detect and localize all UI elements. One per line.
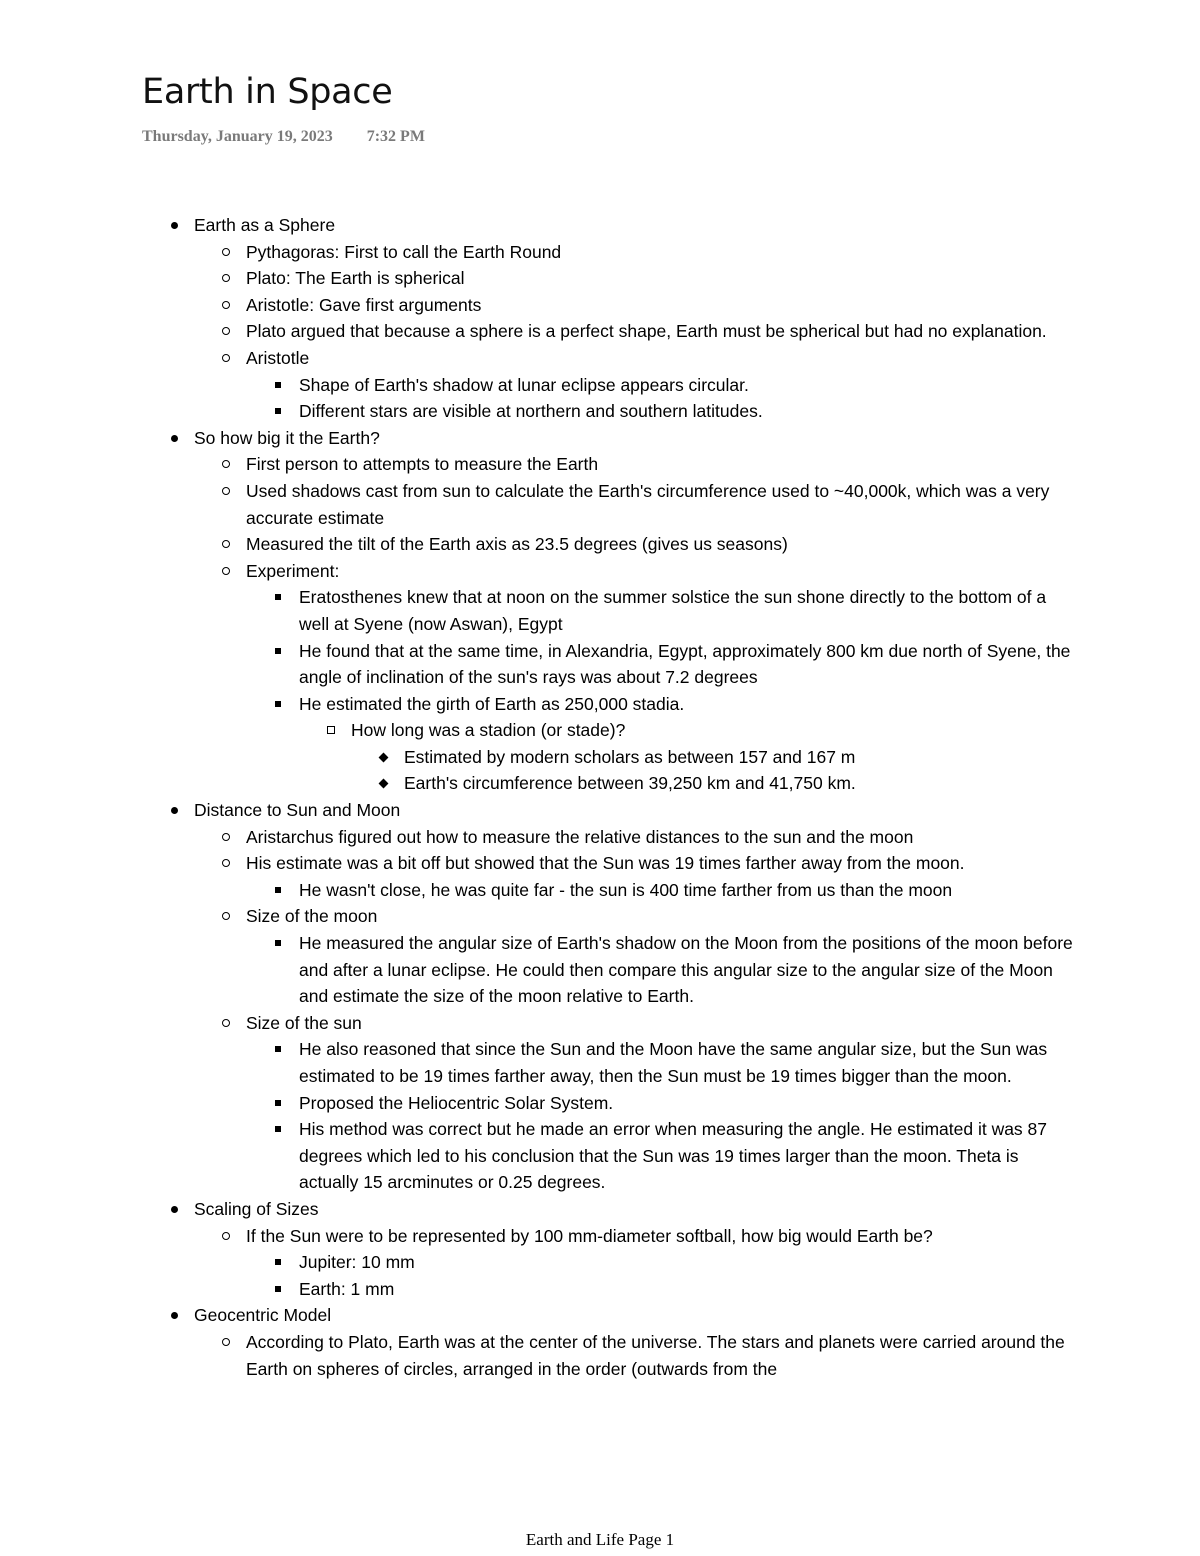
square-bullet-icon — [274, 877, 288, 903]
circle-bullet-icon — [222, 1329, 236, 1355]
square-bullet-icon — [274, 1036, 288, 1062]
outline-item-text: Geocentric Model — [194, 1305, 332, 1326]
outline-item-text: Earth's circumference between 39,250 km and 41,750 km. — [404, 773, 856, 794]
outline-item-text: He also reasoned that since the Sun and the Moon have the same angular size, but the Sun was estimated to be 19 times farther away, then the Sun must be 19 times bigger than the moon. — [299, 1039, 1048, 1086]
outline-item-level-5 — [369, 770, 1080, 797]
outline-item-text: Shape of Earth's shadow at lunar eclipse appears circular. — [299, 374, 749, 395]
outline-item-level-2 — [212, 1329, 1080, 1382]
page-footer: Earth and Life Page 1 — [525, 1530, 675, 1549]
outline-item-level-2 — [212, 1223, 1080, 1303]
outline-item-text: Distance to Sun and Moon — [194, 800, 401, 821]
outline-item-level-1 — [160, 1302, 1080, 1382]
square-bullet-icon — [274, 372, 288, 398]
disc-bullet-icon — [170, 1302, 184, 1328]
outline-item-level-2 — [212, 531, 1080, 558]
outline-item-text: Scaling of Sizes — [194, 1198, 319, 1219]
circle-bullet-icon — [222, 292, 236, 318]
circle-bullet-icon — [222, 345, 236, 371]
outline-item-level-2 — [212, 558, 1080, 797]
disc-bullet-icon — [170, 1196, 184, 1222]
outline-item-text: If the Sun were to be represented by 100 mm-diameter softball, how big would Earth be? — [246, 1225, 933, 1246]
outline-item-level-2 — [212, 478, 1080, 531]
outline-item-text: According to Plato, Earth was at the center of the universe. The stars and planets were carried around the Earth on spheres of circles, arranged in the order (outwards from the — [246, 1331, 1065, 1379]
outline-item-level-3 — [264, 638, 1080, 691]
outline-item-level-1 — [160, 425, 1080, 797]
square-bullet-icon — [274, 1090, 288, 1116]
outline-item-text: How long was a stadion (or stade)? — [351, 720, 626, 741]
square-bullet-icon — [274, 1116, 288, 1142]
outline-item-level-3 — [264, 584, 1080, 637]
square-bullet-icon — [274, 398, 288, 424]
outline-item-text: Estimated by modern scholars as between 157 and 167 m — [404, 746, 856, 767]
hollow-square-bullet-icon — [327, 717, 341, 743]
outline-item-text: Aristarchus figured out how to measure the relative distances to the sun and the moon — [246, 826, 914, 847]
outline-list — [160, 212, 1080, 1382]
circle-bullet-icon — [222, 531, 236, 557]
outline-sublist — [246, 1036, 1080, 1196]
outline-sublist — [246, 584, 1080, 797]
outline-item-level-3 — [264, 1090, 1080, 1117]
outline-item-level-2 — [212, 265, 1080, 292]
outline-item-text: Aristotle: Gave first arguments — [246, 294, 482, 315]
outline-item-level-2 — [212, 292, 1080, 319]
outline-sublist — [299, 717, 1080, 797]
outline-item-level-2 — [212, 1010, 1080, 1196]
outline-item-level-2 — [212, 239, 1080, 266]
outline-item-level-3 — [264, 1276, 1080, 1303]
outline-item-level-1 — [160, 212, 1080, 425]
outline-item-text: He wasn't close, he was quite far - the sun is 400 time farther from us than the moon — [299, 879, 953, 900]
page-time: 7:32 PM — [366, 128, 425, 145]
outline-item-level-1 — [160, 797, 1080, 1196]
outline-sublist — [246, 372, 1080, 425]
outline-item-level-3 — [264, 1116, 1080, 1196]
disc-bullet-icon — [170, 797, 184, 823]
outline-item-level-3 — [264, 1249, 1080, 1276]
diamond-bullet-icon — [379, 744, 393, 770]
square-bullet-icon — [274, 691, 288, 717]
circle-bullet-icon — [222, 265, 236, 291]
outline-sublist — [246, 1249, 1080, 1302]
outline-item-level-3 — [264, 691, 1080, 797]
outline-sublist — [194, 1223, 1080, 1303]
outline-item-text: Different stars are visible at northern and southern latitudes. — [299, 401, 763, 422]
outline-sublist — [194, 824, 1080, 1196]
outline-item-text: Plato: The Earth is spherical — [246, 268, 465, 289]
outline-item-text: Plato argued that because a sphere is a perfect shape, Earth must be spherical but had no explanation. — [246, 321, 1047, 342]
outline-item-level-4 — [317, 717, 1080, 797]
outline-item-text: He found that at the same time, in Alexandria, Egypt, approximately 800 km due north of Syene, the angle of inclination of the sun's rays was about 7.2 degrees — [299, 640, 1071, 688]
outline-item-level-2 — [212, 318, 1080, 345]
circle-bullet-icon — [222, 850, 236, 876]
outline-item-text: Measured the tilt of the Earth axis as 23.5 degrees (gives us seasons) — [246, 534, 788, 555]
outline-item-text: Eratosthenes knew that at noon on the summer solstice the sun shone directly to the bottom of a well at Syene (now Aswan), Egypt — [299, 587, 1047, 634]
outline-item-level-2 — [212, 451, 1080, 478]
outline-item-level-3 — [264, 1036, 1080, 1089]
circle-bullet-icon — [222, 451, 236, 477]
square-bullet-icon — [274, 1276, 288, 1302]
square-bullet-icon — [274, 584, 288, 610]
circle-bullet-icon — [222, 558, 236, 584]
outline-item-level-3 — [264, 398, 1080, 425]
outline-sublist — [194, 1329, 1080, 1382]
outline-sublist — [351, 744, 1080, 797]
outline-item-level-3 — [264, 930, 1080, 1010]
outline-item-text: Size of the moon — [246, 906, 378, 927]
outline-sublist — [246, 930, 1080, 1010]
outline-item-text: Earth as a Sphere — [194, 215, 336, 235]
disc-bullet-icon — [170, 425, 184, 451]
circle-bullet-icon — [222, 1223, 236, 1249]
outline-item-text: He estimated the girth of Earth as 250,000 stadia. — [299, 693, 685, 714]
square-bullet-icon — [274, 638, 288, 664]
diamond-bullet-icon — [379, 770, 393, 796]
circle-bullet-icon — [222, 1010, 236, 1036]
outline-item-text: Pythagoras: First to call the Earth Round — [246, 241, 562, 262]
page-meta — [142, 128, 425, 146]
outline-sublist — [194, 239, 1080, 425]
circle-bullet-icon — [222, 903, 236, 929]
square-bullet-icon — [274, 1249, 288, 1275]
disc-bullet-icon — [170, 212, 184, 238]
outline-item-text: Experiment: — [246, 560, 340, 581]
outline-sublist — [246, 877, 1080, 904]
outline-item-text: Earth: 1 mm — [299, 1278, 395, 1299]
circle-bullet-icon — [222, 824, 236, 850]
outline-item-level-2 — [212, 903, 1080, 1009]
outline-item-level-3 — [264, 877, 1080, 904]
outline-item-level-2 — [212, 345, 1080, 425]
outline-item-text: First person to attempts to measure the Earth — [246, 454, 599, 475]
outline-item-text: So how big it the Earth? — [194, 427, 380, 448]
outline-sublist — [194, 451, 1080, 797]
outline-item-level-1 — [160, 1196, 1080, 1302]
outline-item-level-5 — [369, 744, 1080, 771]
outline-item-text: Aristotle — [246, 347, 310, 368]
outline-item-text: His estimate was a bit off but showed that the Sun was 19 times farther away from the moon. — [246, 853, 965, 874]
circle-bullet-icon — [222, 478, 236, 504]
outline-item-text: He measured the angular size of Earth's shadow on the Moon from the positions of the moon before and after a lunar eclipse. He could then compare this angular size to the angular size of the Moon and estimate the size of the moon relative to Earth. — [299, 933, 1073, 1007]
circle-bullet-icon — [222, 318, 236, 344]
circle-bullet-icon — [222, 239, 236, 265]
outline-item-text: Proposed the Heliocentric Solar System. — [299, 1092, 614, 1113]
page-date: Thursday, January 19, 2023 — [142, 128, 333, 145]
outline-item-level-2 — [212, 850, 1080, 903]
square-bullet-icon — [274, 930, 288, 956]
outline-item-level-3 — [264, 372, 1080, 399]
outline-item-text: Size of the sun — [246, 1012, 362, 1033]
outline-item-text: Used shadows cast from sun to calculate the Earth's circumference used to ~40,000k, which was a very accurate estimate — [246, 480, 1050, 528]
page-title: Earth in Space — [142, 72, 393, 112]
outline-item-text: His method was correct but he made an error when measuring the angle. He estimated it was 87 degrees which led to his conclusion that the Sun was 19 times larger than the moon. Theta is actually 15 arcminutes or 0.25 degrees. — [299, 1119, 1048, 1193]
outline-item-text: Jupiter: 10 mm — [299, 1252, 415, 1273]
notes-body — [160, 212, 1080, 1382]
outline-item-level-2 — [212, 824, 1080, 851]
